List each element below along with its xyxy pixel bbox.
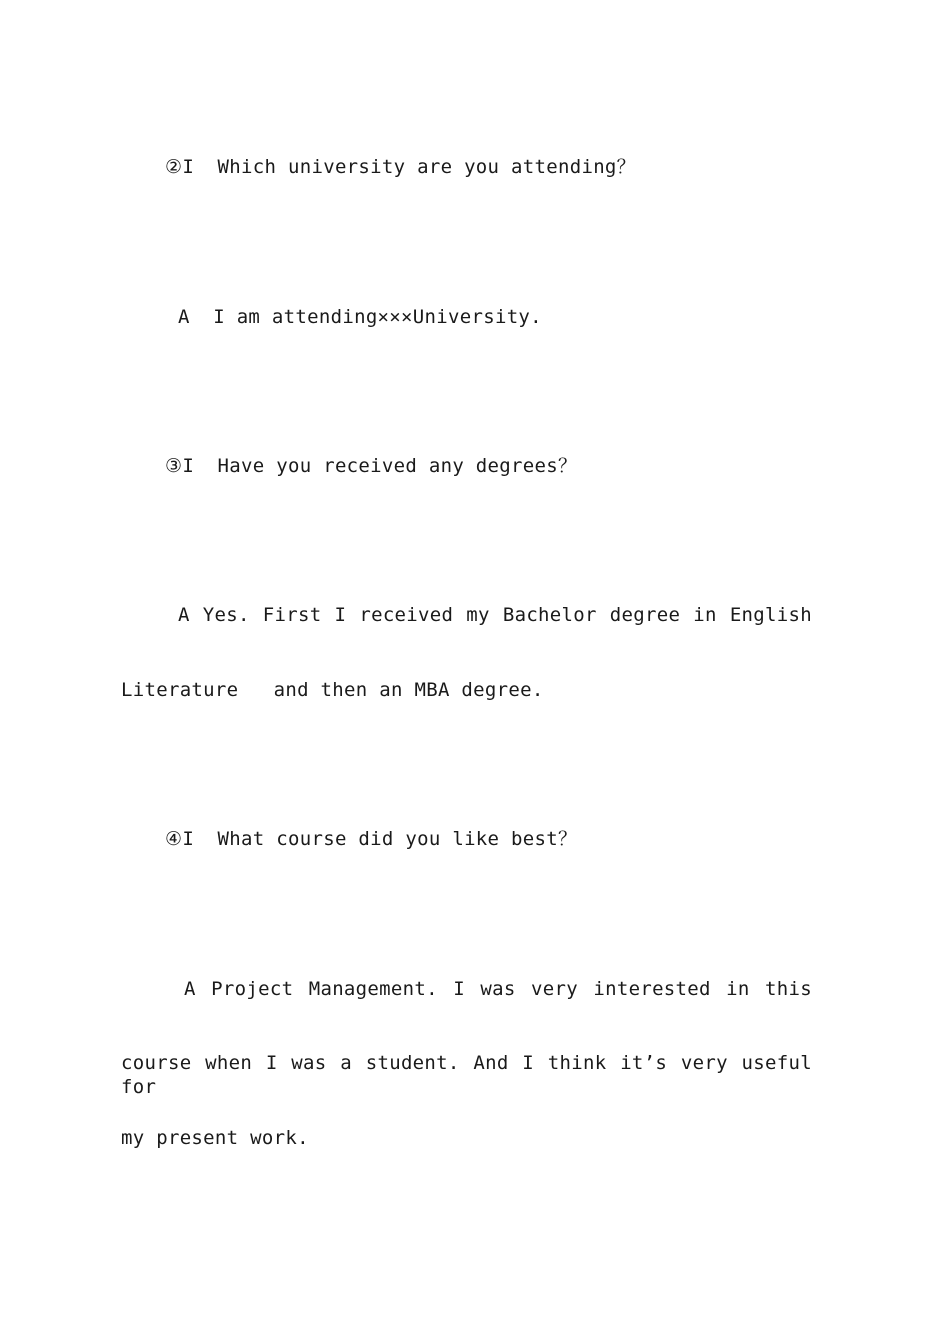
- answer-4-line-3: my present work.: [121, 1127, 309, 1149]
- answer-4-line-2: course when I was a student. And I think it’s very useful for: [121, 1052, 812, 1098]
- answer-2: A I am attending×××University.: [178, 306, 542, 328]
- question-4: ④I What course did you like best？: [165, 828, 578, 850]
- answer-3-line-2: Literature and then an MBA degree.: [121, 679, 544, 701]
- answer-3-line-1: A Yes. First I received my Bachelor degree in English: [178, 604, 812, 626]
- question-3: ③I Have you received any degrees？: [165, 455, 578, 477]
- question-2: ②I Which university are you attending？: [165, 156, 636, 178]
- answer-4-line-1: A Project Management. I was very interested in this: [184, 978, 812, 1000]
